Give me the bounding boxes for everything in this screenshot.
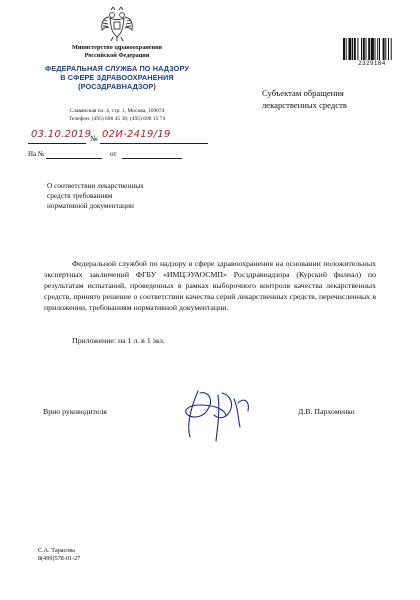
registration-line xyxy=(28,131,228,147)
ref-from-label: от xyxy=(110,150,117,158)
ref-number-label: На № xyxy=(28,150,45,158)
agency-name: ФЕДЕРАЛЬНАЯ СЛУЖБА ПО НАДЗОРУ В СФЕРЕ ЗДРАВООХРАНЕНИЯ (РОСЗДРАВНАДЗОР) xyxy=(45,64,189,91)
barcode-icon xyxy=(343,38,401,60)
letter-subject: О соответствии лекарственных средств требованиям нормативной документации xyxy=(47,181,144,210)
agency-address: Славянская пл. 4, стр. 1, Москва, 109074 Телефон: (495) 698 45 38; (495) 698 15 74 xyxy=(68,108,166,122)
barcode-number: 2329184 xyxy=(358,61,386,67)
executor-block: С.А. Тарасова 8(499)578-01-27 xyxy=(38,547,81,562)
coat-of-arms-emblem xyxy=(100,6,134,42)
number-label: № xyxy=(90,134,98,143)
attachment-note: Приложение: на 1 л. в 1 экз. xyxy=(72,336,165,345)
signatory-name: Д.В. Пархоменко xyxy=(298,407,355,416)
handwritten-signature xyxy=(178,385,268,443)
ministry-name: Министерство здравоохранения Российской Федерации xyxy=(71,44,163,59)
registration-date: 03.10.2019 xyxy=(31,129,92,140)
signatory-title: Врио руководителя xyxy=(43,407,107,416)
body-paragraph: Федеральной службой по надзору в сфере здравоохранения на основании положительных экспертных заключений ФГБУ «ИМЦЭУАОСМП» Росздравнадзора (Курский филиал) по результатам испытаний, проведенных в рамках выборочного контроля качества лекарственных средств, принято решение о соответствии качества серий лекарственных средств, перечисленных в приложении, требованиям нормативной документации. xyxy=(44,259,376,312)
registration-number: 02И-2419/19 xyxy=(102,129,171,140)
reference-line xyxy=(28,150,228,162)
recipient-block: Субъектам обращения лекарственных средств xyxy=(262,88,347,110)
